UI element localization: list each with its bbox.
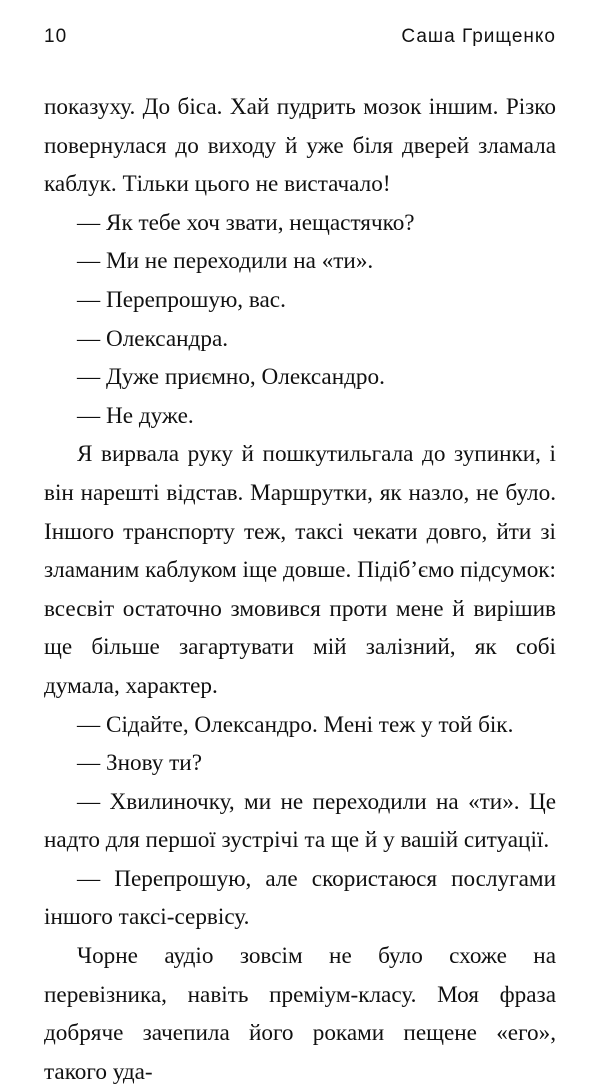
dialogue-line: — Як тебе хоч звати, нещастячко? (77, 209, 415, 236)
dialogue-line: — Олександра. (77, 325, 229, 352)
page-header (44, 26, 556, 52)
paragraph: Чорне аудіо зовсім не було схоже на перевізника, навіть преміум-класу. Моя фраза добряче зачепила його роками пещене «его», такого уда- (44, 943, 556, 1085)
dialogue-line: — Перепрошую, але скористаюся послугами іншого таксі-сервісу. (44, 865, 556, 931)
paragraph: Я вирвала руку й пошкутильгала до зупинки, і він нарешті відстав. Маршрутки, як назло, не було. Іншого транспорту теж, таксі чекати довго, йти зі зламаним каблуком іще довше. Підіб’ємо підсумок: всесвіт остаточно змовився проти мене й вирішив ще більше загартувати мій залізний, як собі думала, характер. (44, 441, 556, 699)
dialogue-line: — Сідайте, Олександро. Мені теж у той бік. (77, 711, 514, 738)
dialogue-line: — Дуже приємно, Олександро. (77, 364, 385, 391)
dialogue-line: — Знову ти? (77, 750, 202, 777)
dialogue-line: — Перепрошую, вас. (77, 286, 286, 313)
running-title: Саша Грищенко (401, 26, 556, 47)
dialogue-line: — Хвилиночку, ми не переходили на «ти». Це надто для першої зустрічі та ще й у вашій ситуації. (44, 788, 556, 854)
dialogue-line: — Не дуже. (77, 402, 194, 429)
dialogue-line: — Ми не переходили на «ти». (77, 248, 374, 275)
paragraph-continued: показуху. До біса. Хай пудрить мозок іншим. Різко повернулася до виходу й уже біля дверей зламала каблук. Тільки цього не вистачало! (44, 94, 556, 198)
page-number: 10 (44, 26, 68, 47)
text-body (44, 88, 556, 1091)
